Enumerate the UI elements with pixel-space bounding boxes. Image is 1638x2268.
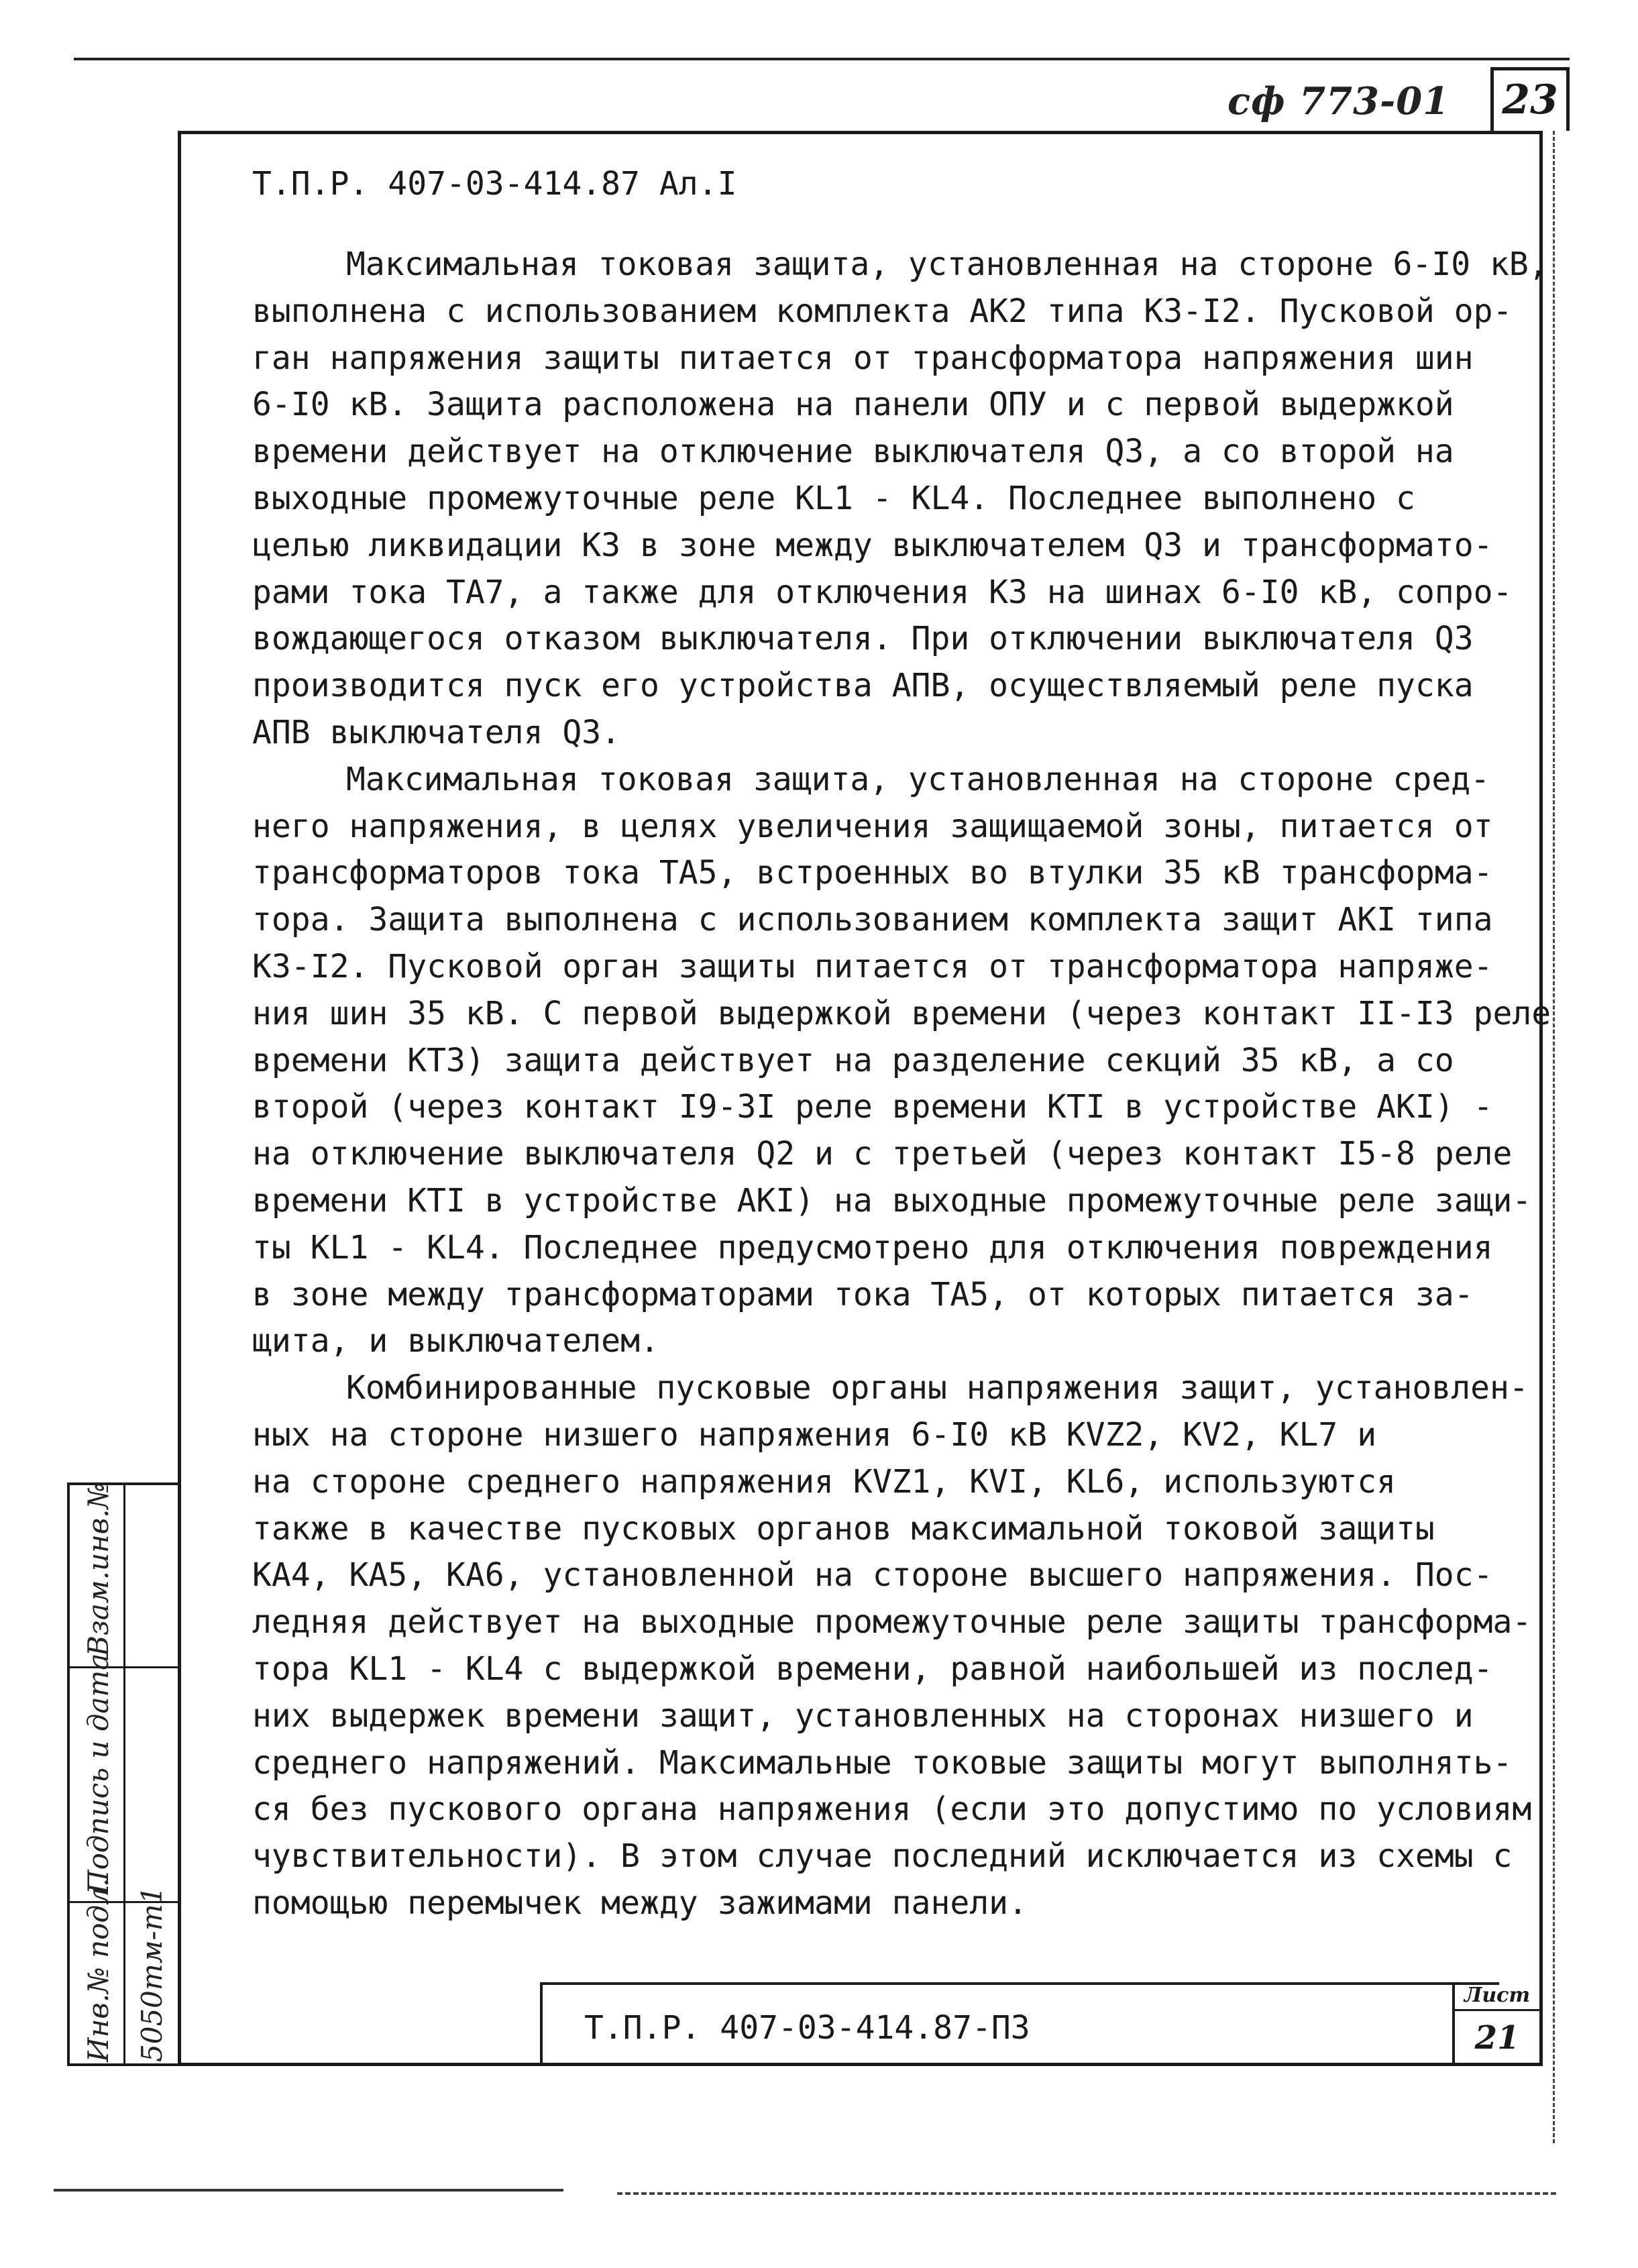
text-line: на отключение выключателя Q2 и с третьей (через контакт I5-8 реле [252, 1135, 1513, 1173]
stamp-value-original-inv: 5050тм-т1 [135, 1886, 168, 2062]
top-border-line [74, 58, 1570, 60]
frame-right-edge [1553, 131, 1555, 2143]
text-line: трансформаторов тока ТА5, встроенных во втулки 35 кВ трансформа- [252, 854, 1493, 892]
sheet-code: сф 773-01 [1227, 79, 1450, 123]
sheet-box [1452, 1982, 1539, 2066]
text-line: тора. Защита выполнена с использованием комплекта защит АКI типа [252, 901, 1493, 939]
text-line: среднего напряжений. Максимальные токовые защиты могут выполнять- [252, 1743, 1513, 1782]
bottom-dashed-line [617, 2192, 1556, 2195]
text-line: ты KL1 - KL4. Последнее предусмотрено для отключения повреждения [252, 1228, 1493, 1266]
text-line: целью ликвидации КЗ в зоне между выключателем Q3 и трансформато- [252, 526, 1493, 564]
text-line: в зоне между трансформаторами тока ТА5, от которых питается за- [252, 1275, 1474, 1313]
page-number: 23 [1490, 67, 1570, 131]
stamp-label-original-inv: Инв.№ подл. [82, 1878, 115, 2062]
text-line: выполнена с использованием комплекта АК2 типа КЗ-I2. Пусковой ор- [252, 292, 1513, 330]
sheet-label: Лист [1455, 1982, 1539, 2011]
text-line: ледняя действует на выходные промежуточные реле защиты трансформа- [252, 1603, 1532, 1641]
text-line: на стороне среднего напряжения KVZ1, KVI, KL6, используются [252, 1462, 1397, 1501]
sheet-number: 21 [1474, 2019, 1520, 2057]
stamp-label-signature-date: Подпись и дата [82, 1653, 115, 1894]
text-line: Максимальная токовая защита, установленная на стороне сред- [346, 760, 1490, 798]
text-line: выходные промежуточные реле KL1 - KL4. Последнее выполнено с [252, 479, 1415, 517]
body-text [252, 241, 1551, 1927]
text-line: них выдержек времени защит, установленных на сторонах низшего и [252, 1696, 1474, 1735]
text-line: ния шин 35 кВ. С первой выдержкой времени (через контакт II-I3 реле [252, 994, 1551, 1032]
text-line: 6-I0 кВ. Защита расположена на панели ОПУ и с первой выдержкой [252, 386, 1454, 424]
text-line: вождающегося отказом выключателя. При отключении выключателя Q3 [252, 620, 1474, 658]
text-line: тора KL1 - KL4 с выдержкой времени, равной наибольшей из послед- [252, 1650, 1493, 1688]
text-line: второй (через контакт I9-3I реле времени КТI в устройстве АКI) - [252, 1088, 1493, 1126]
text-line: ган напряжения защиты питается от трансформатора напряжения шин [252, 339, 1474, 377]
bottom-line [54, 2189, 563, 2192]
text-line: КА4, КА5, КА6, установленной на стороне высшего напряжения. Пос- [252, 1556, 1493, 1595]
text-line: щита, и выключателем. [252, 1322, 659, 1360]
text-line: рами тока ТА7, а также для отключения КЗ на шинах 6-I0 кВ, сопро- [252, 573, 1513, 611]
text-line: КЗ-I2. Пусковой орган защиты питается от трансформатора напряже- [252, 947, 1493, 985]
margin-stamp [67, 1482, 178, 2066]
text-line: производится пуск его устройства АПВ, осуществляемый реле пуска [252, 667, 1474, 705]
title-block [540, 1982, 1499, 2066]
document-header: Т.П.Р. 407-03-414.87 Ал.I [252, 165, 737, 203]
title-block-code: Т.П.Р. 407-03-414.87-ПЗ [584, 2009, 1030, 2047]
text-line: Комбинированные пусковые органы напряжения защит, установлен- [346, 1369, 1529, 1407]
text-line: времени КТI в устройстве АКI) на выходные промежуточные реле защи- [252, 1181, 1532, 1220]
stamp-column-divider [123, 1485, 125, 2063]
text-line: времени действует на отключение выключателя Q3, а со второй на [252, 433, 1454, 471]
text-line: чувствительности). В этом случае последний исключается из схемы с [252, 1837, 1513, 1876]
text-line: ся без пускового органа напряжения (если это допустимо по условиям [252, 1790, 1532, 1829]
text-line: помощью перемычек между зажимами панели. [252, 1884, 1028, 1922]
text-line: Максимальная токовая защита, установленная на стороне 6-I0 кВ, [346, 246, 1548, 283]
text-line: ных на стороне низшего напряжения 6-I0 кВ KVZ2, KV2, KL7 и [252, 1415, 1377, 1454]
text-line: него напряжения, в целях увеличения защищаемой зоны, питается от [252, 807, 1493, 845]
stamp-label-replacement-inv: Взам.инв.№ [82, 1482, 115, 1656]
text-line: АПВ выключателя Q3. [252, 713, 621, 751]
text-line: также в качестве пусковых органов максимальной токовой защиты [252, 1509, 1435, 1548]
text-line: времени КТЗ) защита действует на разделение секций 35 кВ, а со [252, 1041, 1454, 1079]
